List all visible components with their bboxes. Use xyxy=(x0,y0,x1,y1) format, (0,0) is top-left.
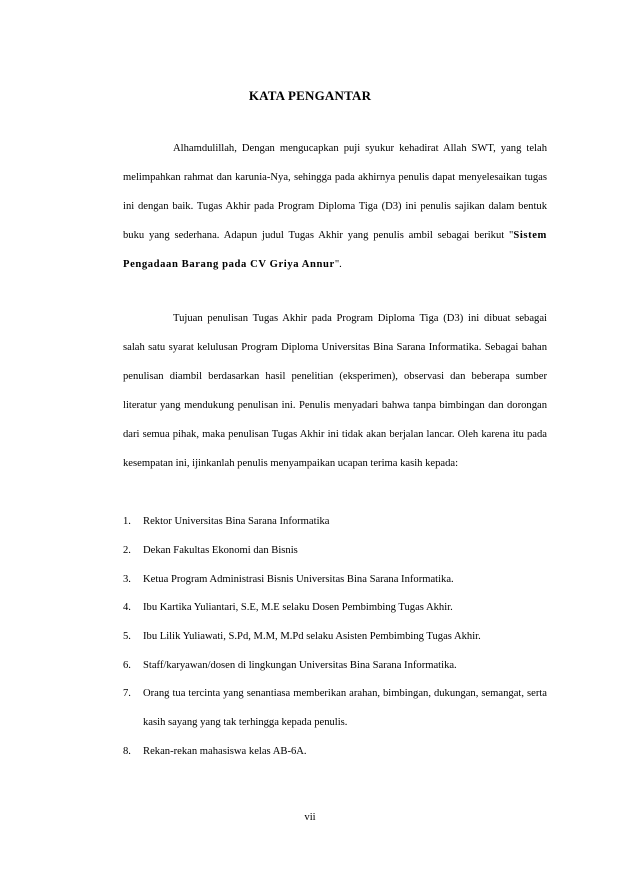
list-item-text: Dekan Fakultas Ekonomi dan Bisnis xyxy=(143,545,298,556)
list-item xyxy=(123,536,547,565)
list-item-text: Ibu Lilik Yuliawati, S.Pd, M.M, M.Pd selaku Asisten Pembimbing Tugas Akhir. xyxy=(143,631,481,642)
list-item xyxy=(123,622,547,651)
list-item-text: Ibu Kartika Yuliantari, S.E, M.E selaku Dosen Pembimbing Tugas Akhir. xyxy=(143,602,453,613)
list-item-number: 7. xyxy=(123,688,131,699)
paragraph-purpose xyxy=(123,304,547,478)
list-item-number: 6. xyxy=(123,660,131,671)
list-item xyxy=(123,679,547,737)
list-item-text: Orang tua tercinta yang senantiasa memberikan arahan, bimbingan, dukungan, semangat, serta kasih sayang yang tak terhingga kepada penulis. xyxy=(143,688,547,728)
list-item xyxy=(123,593,547,622)
list-item xyxy=(123,651,547,680)
list-item-number: 4. xyxy=(123,602,131,613)
list-item-text: Rektor Universitas Bina Sarana Informatika xyxy=(143,516,330,527)
list-item xyxy=(123,565,547,594)
list-item-number: 3. xyxy=(123,574,131,585)
page-title: KATA PENGANTAR xyxy=(248,88,372,103)
thesis-title: Sistem Pengadaan Barang pada CV Griya Annur xyxy=(123,230,547,270)
paragraph-purpose-text: Tujuan penulisan Tugas Akhir pada Program Diploma Tiga (D3) ini dibuat sebagai salah satu syarat kelulusan Program Diploma Universitas Bina Sarana Informatika. Sebagai bahan penulisan diambil berdasarkan hasil penelitian (eksperimen), observasi dan beberapa sumber literatur yang mendukung penulisan ini. Penulis menyadari bahwa tanpa bimbingan dan dorongan dari semua pihak, maka penulisan Tugas Akhir ini tidak akan berjalan lancar. Oleh karena itu pada kesempatan ini, ijinkanlah penulis menyampaikan ucapan terima kasih kepada: xyxy=(123,313,547,469)
list-item-number: 8. xyxy=(123,746,131,757)
list-item-text: Ketua Program Administrasi Bisnis Universitas Bina Sarana Informatika. xyxy=(143,574,454,585)
paragraph-intro-text: Alhamdulillah, Dengan mengucapkan puji syukur kehadirat Allah SWT, yang telah melimpahkan rahmat dan karunia-Nya, sehingga pada akhirnya penulis dapat menyelesaikan tugas ini dengan baik. Tugas Akhir pada Program Diploma Tiga (D3) ini penulis sajikan dalam bentuk buku yang sederhana. Adapun judul Tugas Akhir yang penulis ambil sebagai berikut " xyxy=(123,143,547,241)
list-item xyxy=(123,737,547,766)
paragraph-intro xyxy=(123,134,547,279)
list-item xyxy=(123,507,547,536)
list-item-text: Staff/karyawan/dosen di lingkungan Universitas Bina Sarana Informatika. xyxy=(143,660,457,671)
list-item-text: Rekan-rekan mahasiswa kelas AB-6A. xyxy=(143,746,307,757)
list-item-number: 1. xyxy=(123,516,131,527)
list-item-number: 5. xyxy=(123,631,131,642)
page-number: vii xyxy=(304,812,316,823)
list-item-number: 2. xyxy=(123,545,131,556)
paragraph-intro-end: ". xyxy=(334,259,342,270)
